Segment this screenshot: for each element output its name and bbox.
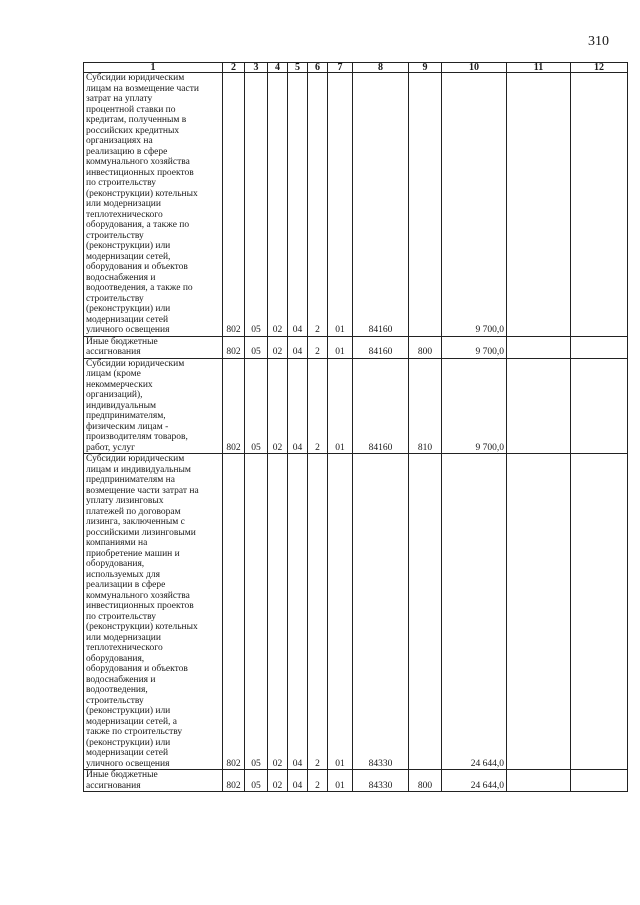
- cell-c5: 04: [288, 454, 308, 770]
- cell-c3: 05: [245, 454, 268, 770]
- cell-c10: 9 700,0: [442, 336, 507, 358]
- cell-c12: [571, 73, 628, 337]
- cell-c4: 02: [268, 73, 288, 337]
- table-row: [84, 73, 628, 337]
- cell-c9: 810: [409, 358, 442, 454]
- cell-c8: 84160: [353, 358, 409, 454]
- cell-c10: 24 644,0: [442, 770, 507, 792]
- table-row: [84, 336, 628, 358]
- cell-c2: 802: [223, 770, 245, 792]
- cell-c7: 01: [328, 358, 353, 454]
- cell-c5: 04: [288, 770, 308, 792]
- cell-c3: 05: [245, 73, 268, 337]
- cell-c7: 01: [328, 73, 353, 337]
- cell-c8: 84160: [353, 73, 409, 337]
- cell-c6: 2: [308, 358, 328, 454]
- cell-c4: 02: [268, 454, 288, 770]
- cell-c8: 84330: [353, 770, 409, 792]
- cell-c10: 9 700,0: [442, 73, 507, 337]
- cell-c8: 84160: [353, 336, 409, 358]
- cell-c3: 05: [245, 336, 268, 358]
- cell-c2: 802: [223, 454, 245, 770]
- column-header: 9: [409, 63, 442, 73]
- cell-c11: [507, 454, 571, 770]
- row-name: Субсидии юридическим лицам на возмещение части затрат на уплату процентной ставки по кредитам, полученным в российских кредитных организациях на реализацию в сфере коммунального хозяйства инвестиционных проектов по строительству (реконструкции) котельных или модернизации теплотехнического оборудования, а также по строительству (реконструкции) или модернизации сетей, оборудования и объектов водоснабжения и водоотведения, а также по строительству (реконструкции) или модернизации сетей уличного освещения: [84, 73, 223, 337]
- column-header: 7: [328, 63, 353, 73]
- table-row: [84, 454, 628, 770]
- column-header: 5: [288, 63, 308, 73]
- column-header: 12: [571, 63, 628, 73]
- page-number: 310: [588, 34, 609, 49]
- header-row: [84, 63, 628, 73]
- cell-c5: 04: [288, 358, 308, 454]
- cell-c6: 2: [308, 73, 328, 337]
- cell-c9: 800: [409, 336, 442, 358]
- row-name: Иные бюджетные ассигнования: [84, 770, 223, 792]
- cell-c11: [507, 770, 571, 792]
- cell-c12: [571, 358, 628, 454]
- cell-c5: 04: [288, 73, 308, 337]
- cell-c4: 02: [268, 358, 288, 454]
- budget-table: [83, 62, 628, 792]
- column-header: 4: [268, 63, 288, 73]
- cell-c7: 01: [328, 454, 353, 770]
- row-name: Субсидии юридическим лицам и индивидуальным предпринимателям на возмещение части затрат на уплату лизинговых платежей по договорам лизинга, заключенным с российскими лизинговыми компаниями на приобретение машин и оборудования, используемых для реализации в сфере коммунального хозяйства инвестиционных проектов по строительству (реконструкции) котельных или модернизации теплотехнического оборудования, оборудования и объектов водоснабжения и водоотведения, строительству (реконструкции) или модернизации сетей, а также по строительству (реконструкции) или модернизации сетей уличного освещения: [84, 454, 223, 770]
- cell-c8: 84330: [353, 454, 409, 770]
- column-header: 8: [353, 63, 409, 73]
- cell-c3: 05: [245, 358, 268, 454]
- cell-c11: [507, 358, 571, 454]
- cell-c11: [507, 336, 571, 358]
- cell-c10: 24 644,0: [442, 454, 507, 770]
- cell-c12: [571, 770, 628, 792]
- cell-c9: 800: [409, 770, 442, 792]
- column-header: 6: [308, 63, 328, 73]
- cell-c4: 02: [268, 770, 288, 792]
- column-header: 2: [223, 63, 245, 73]
- column-header: 3: [245, 63, 268, 73]
- cell-c10: 9 700,0: [442, 358, 507, 454]
- column-header: 11: [507, 63, 571, 73]
- row-name: Иные бюджетные ассигнования: [84, 336, 223, 358]
- column-header: 1: [84, 63, 223, 73]
- column-header: 10: [442, 63, 507, 73]
- cell-c12: [571, 454, 628, 770]
- table-row: [84, 770, 628, 792]
- cell-c12: [571, 336, 628, 358]
- cell-c2: 802: [223, 336, 245, 358]
- table-row: [84, 358, 628, 454]
- cell-c7: 01: [328, 336, 353, 358]
- cell-c5: 04: [288, 336, 308, 358]
- cell-c6: 2: [308, 454, 328, 770]
- cell-c4: 02: [268, 336, 288, 358]
- cell-c9: [409, 454, 442, 770]
- cell-c3: 05: [245, 770, 268, 792]
- cell-c6: 2: [308, 770, 328, 792]
- cell-c2: 802: [223, 358, 245, 454]
- cell-c7: 01: [328, 770, 353, 792]
- cell-c9: [409, 73, 442, 337]
- cell-c2: 802: [223, 73, 245, 337]
- row-name: Субсидии юридическим лицам (кроме некоммерческих организаций), индивидуальным предпринимателям, физическим лицам - производителям товаров, работ, услуг: [84, 358, 223, 454]
- cell-c11: [507, 73, 571, 337]
- cell-c6: 2: [308, 336, 328, 358]
